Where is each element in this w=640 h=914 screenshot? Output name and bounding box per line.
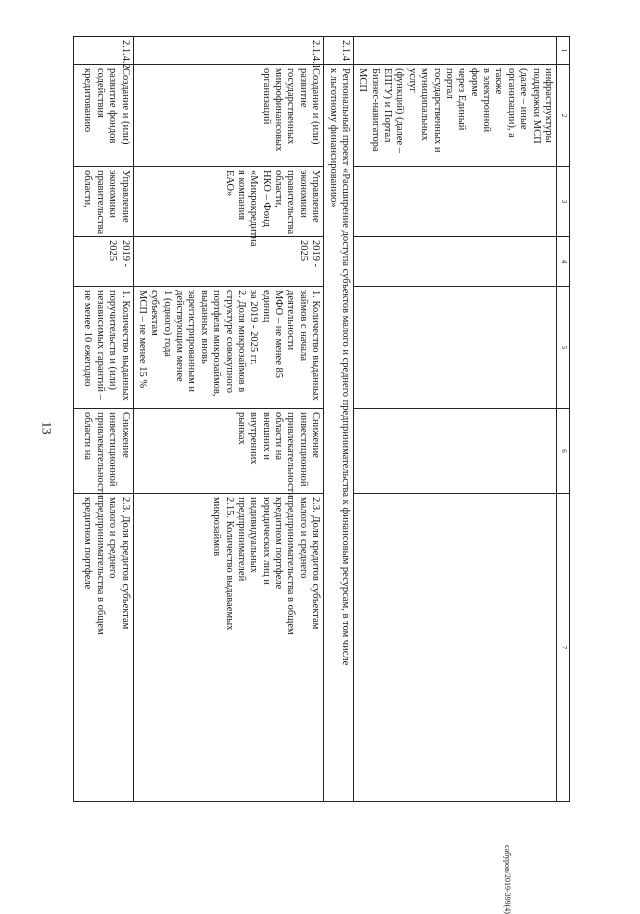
cell-text-line: предпринимательства в общем — [94, 497, 106, 635]
table-row — [73, 37, 133, 802]
cell-text-line: области, — [82, 170, 94, 208]
row1-indicator — [133, 494, 324, 802]
row0-risk — [354, 409, 557, 494]
row0-result — [354, 287, 557, 409]
row2-risk — [73, 409, 133, 498]
col-num-4: 4 — [557, 237, 570, 287]
cell-text-line: предпринимательства в общем — [285, 497, 297, 635]
cell-text-line: Снижение — [310, 412, 322, 458]
cell-text-line: организации), а также — [493, 68, 517, 138]
row0-period — [354, 237, 557, 287]
cell-text-line: в электронной форме — [468, 68, 493, 133]
table-row — [133, 37, 324, 802]
cell-text-line: кредитном портфеле — [82, 497, 94, 590]
cell-text-line: к льготному финансированию» — [327, 68, 339, 208]
cell-text-line: 2.3. Доля кредитов субъектам — [119, 497, 131, 630]
cell-text-line: области на — [273, 412, 285, 461]
cell-text-line: внутренних рынках — [236, 412, 260, 465]
cell-text-line: НКО – Фонд — [260, 170, 272, 227]
cell-text-line: государственных — [285, 68, 297, 145]
cell-text-line: организаций — [260, 68, 272, 125]
cell-text-line: портфеля микрозаймов, — [211, 290, 223, 397]
row2-responsible — [73, 167, 133, 237]
cell-text-line: (функций) (далее – — [394, 68, 406, 154]
project-title — [324, 65, 354, 802]
cell-text-line: Создание и (или) — [119, 68, 131, 145]
cell-text-line: муниципальных услуг — [406, 68, 431, 141]
cell-text-line: Бизнес-навигатора — [369, 68, 381, 152]
cell-text-line: развитие фондов — [107, 68, 119, 144]
cell-text-line: ЕПГУ) и Портал — [382, 68, 394, 143]
cell-text-line: займов с начала деятельности — [285, 290, 309, 361]
cell-text-line: зарегистрированным и — [186, 290, 198, 393]
cell-text-line: малого и среднего — [297, 497, 309, 579]
cell-text-line: инфраструктуры — [543, 68, 554, 143]
cell-text-line: поручительств и (или) — [107, 290, 119, 390]
row2-period: 2019 - 2025 — [73, 237, 133, 287]
cell-text-line: кредитованию — [82, 68, 94, 133]
cell-text-line: структуре совокупного — [223, 290, 235, 393]
page-number: 13 — [39, 421, 55, 435]
cell-text-line: 1. Количество выданных — [310, 290, 322, 401]
cell-text-line: государственных и — [431, 68, 443, 153]
cell-text-line: 2.3. Доля кредитов субъектам — [310, 497, 322, 630]
cell-text-line: Управление — [119, 170, 131, 223]
cell-text-line: области на — [82, 412, 94, 461]
row1-result — [133, 287, 324, 409]
cell-text-line: индивидуальных — [248, 497, 260, 573]
cell-text-line: МСП — [357, 68, 369, 92]
cell-text-line: действующим менее — [174, 290, 186, 382]
row2-result — [73, 287, 133, 409]
row1-description — [133, 65, 324, 167]
cell-text-line: микрозаймов — [211, 497, 223, 557]
cell-text-line: содействия — [94, 68, 106, 118]
cell-text-line: экономики — [297, 170, 309, 218]
cell-text-line: внешних и — [260, 412, 272, 461]
row0-responsible — [354, 167, 557, 237]
cell-text-line: экономики — [107, 170, 119, 218]
row1-number: 2.1.4.1 — [133, 37, 324, 65]
cell-text-line: малого и среднего — [107, 497, 119, 579]
table-row — [354, 37, 557, 802]
plan-table — [73, 36, 570, 802]
cell-text-line: Региональный проект «Расширение доступа субъектов малого и среднего предпринимательства к финансовым ресурсам, в том числе — [340, 68, 351, 666]
cell-text-line: инвестиционной — [297, 412, 309, 487]
row0-indicator — [354, 494, 557, 802]
col-num-6: 6 — [557, 409, 570, 494]
column-number-row — [557, 37, 570, 802]
cell-text-line: инвестиционной — [107, 412, 119, 487]
cell-text-line: МСП – не менее 15 % — [137, 290, 148, 389]
cell-text-line: 1 (одного) года субъектам — [149, 290, 173, 357]
col-num-3: 3 — [557, 167, 570, 237]
row0-number — [354, 37, 557, 65]
cell-text-line: через Единый портал — [444, 68, 468, 131]
cell-text-line: правительства — [94, 170, 106, 235]
cell-text-line: 1. Количество выданных — [119, 290, 131, 401]
project-number: 2.1.4 — [324, 37, 354, 65]
col-num-7: 7 — [557, 494, 570, 802]
col-num-1: 1 — [557, 37, 570, 65]
cell-text-line: 2.15. Количество выдаваемых — [223, 497, 235, 631]
cell-text-line: поддержки МСП — [530, 68, 542, 144]
cell-text-line: я компания — [236, 170, 247, 221]
col-num-5: 5 — [557, 287, 570, 409]
project-row — [324, 37, 354, 802]
row2-number: 2.1.4.2 — [73, 37, 133, 65]
cell-text-line: области, — [273, 170, 285, 208]
cell-text-line: выданных вновь — [198, 290, 210, 364]
cell-text-line: МФО – не менее 85 единиц — [260, 290, 285, 378]
document-footer: сабуров/2019-399(4) — [503, 845, 512, 914]
row1-responsible — [133, 167, 324, 247]
cell-text-line: привлекательности — [94, 412, 106, 498]
row1-period: 2019 - 2025 — [133, 237, 324, 287]
cell-text-line: ЕАО» — [223, 170, 235, 197]
cell-text-line: Снижение — [119, 412, 131, 458]
rotated-table-container — [82, 36, 570, 801]
cell-text-line: независимых гарантий – — [94, 290, 106, 400]
cell-text-line: не менее 10 ежегодно — [82, 290, 94, 387]
cell-text-line: 2. Доля микрозаймов в — [236, 290, 247, 393]
cell-text-line: юридических лиц и — [260, 497, 272, 585]
col-num-2: 2 — [557, 65, 570, 167]
cell-text-line: правительства — [285, 170, 297, 235]
cell-text-line: привлекательности — [285, 412, 297, 498]
cell-text-line: Создание и (или) — [310, 68, 322, 145]
cell-text-line: предпринимателей — [236, 497, 247, 582]
row2-description — [73, 65, 133, 167]
cell-text-line: за 2019 - 2025 гг. — [248, 290, 260, 365]
cell-text-line: Управление — [310, 170, 322, 223]
cell-text-line: микрофинансовых — [273, 68, 285, 152]
cell-text-line: развитие — [297, 68, 309, 108]
row1-risk — [133, 409, 324, 498]
row0-description — [354, 65, 557, 167]
cell-text-line: «Микрокредитна — [248, 170, 260, 247]
row2-indicator — [73, 494, 133, 802]
cell-text-line: кредитном портфеле — [273, 497, 285, 590]
cell-text-line: (далее – иные — [518, 68, 530, 130]
